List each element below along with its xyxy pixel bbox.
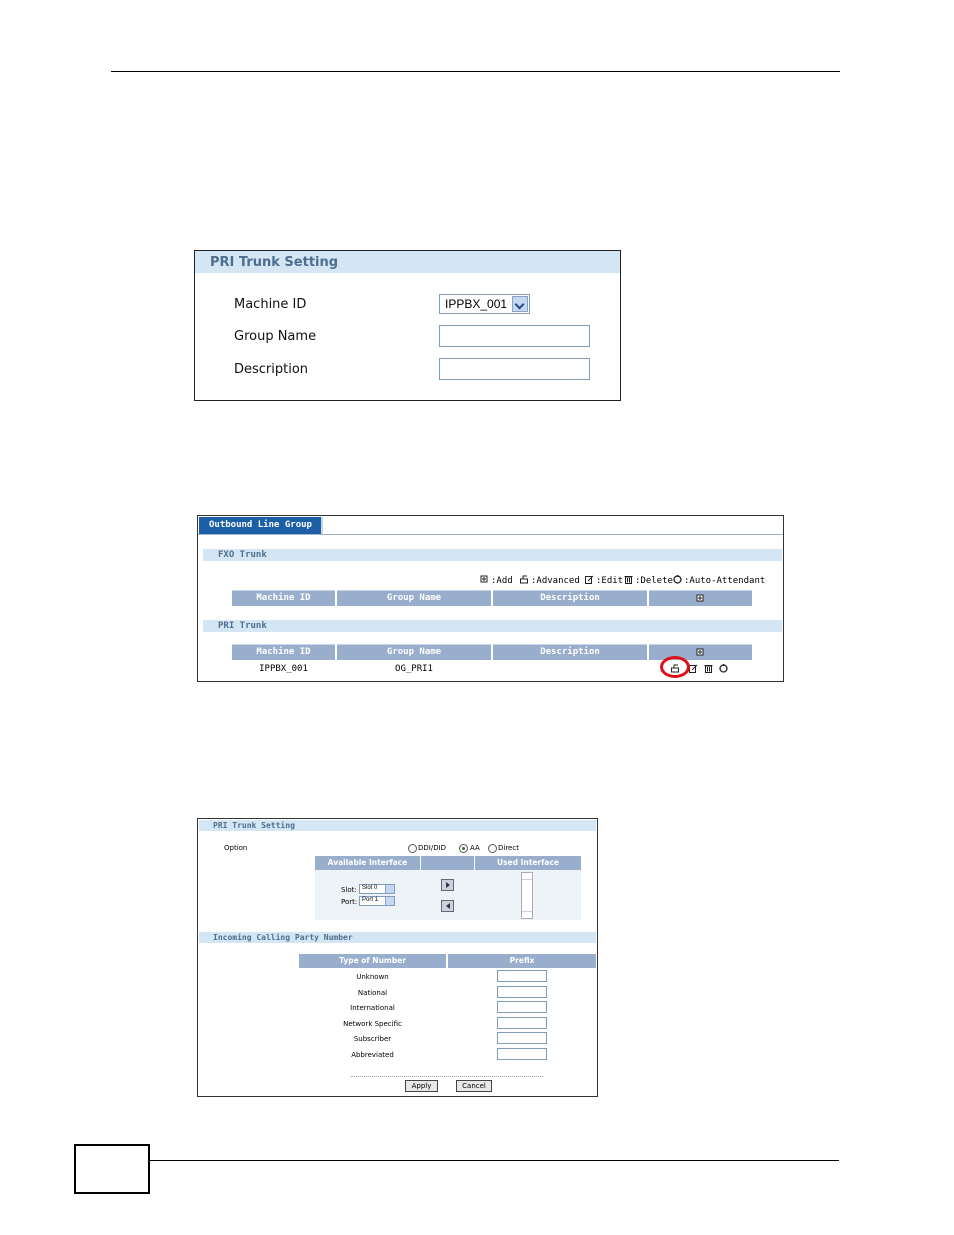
move-left-button[interactable] xyxy=(441,900,454,912)
cancel-button[interactable]: Cancel xyxy=(456,1080,492,1092)
machine-id-label: Machine ID xyxy=(234,297,307,312)
option-ddi-did-label: DDI/DID xyxy=(418,844,447,852)
prefix-international-input[interactable] xyxy=(497,1001,547,1013)
description-label: Description xyxy=(234,362,309,377)
section-title: PRI Trunk Setting xyxy=(213,821,295,830)
button-divider xyxy=(351,1076,543,1077)
advanced-icon xyxy=(520,575,529,584)
interface-body xyxy=(315,870,581,920)
pri-col-group-name: Group Name xyxy=(337,644,491,660)
radio-aa[interactable] xyxy=(459,844,468,853)
type-unknown: Unknown xyxy=(356,973,389,981)
slot-label: Slot: xyxy=(341,886,357,894)
chevron-down-icon[interactable] xyxy=(385,897,394,905)
row-group-name: OG_PRI1 xyxy=(395,664,433,674)
pri-trunk-setting-section xyxy=(199,820,596,831)
table-row xyxy=(232,662,786,676)
slot-select[interactable] xyxy=(359,884,395,894)
group-name-input[interactable] xyxy=(439,325,590,347)
move-right-button[interactable] xyxy=(441,879,454,891)
type-international: International xyxy=(350,1004,395,1012)
header-rule xyxy=(111,71,840,72)
pri-trunk-setting-detail-panel xyxy=(197,818,598,1097)
used-interface-header: Used Interface xyxy=(475,856,581,870)
chevron-down-icon[interactable] xyxy=(385,885,394,893)
type-national: National xyxy=(357,989,388,997)
used-interface-list[interactable] xyxy=(521,872,533,919)
legend-auto-attendant: :Auto-Attendant xyxy=(684,576,766,586)
pri-col-machine-id: Machine ID xyxy=(232,644,335,660)
legend-advanced: :Advanced xyxy=(531,576,580,586)
tab-outbound-line-group[interactable] xyxy=(199,517,323,534)
available-interface-header: Available Interface xyxy=(315,856,420,870)
fxo-col-description: Description xyxy=(493,590,647,606)
chevron-down-icon[interactable] xyxy=(512,296,528,312)
option-aa-label: AA xyxy=(470,844,480,852)
auto-attendant-icon[interactable] xyxy=(719,664,728,673)
row-machine-id: IPPBX_001 xyxy=(259,664,308,674)
add-icon[interactable] xyxy=(696,594,705,603)
scroll-up-arrow[interactable] xyxy=(522,873,532,880)
port-label: Port: xyxy=(341,898,358,906)
fxo-trunk-section xyxy=(203,549,782,561)
add-icon[interactable] xyxy=(696,648,705,657)
arrow-right-icon xyxy=(445,882,451,888)
tab-label: Outbound Line Group xyxy=(209,520,312,530)
type-subscriber: Subscriber xyxy=(353,1035,392,1043)
section-title: PRI Trunk xyxy=(218,621,267,631)
type-network-specific: Network Specific xyxy=(343,1020,402,1028)
slot-value: Slot 0 xyxy=(362,885,378,891)
type-of-number-header: Type of Number xyxy=(299,954,446,968)
legend-edit: :Edit xyxy=(596,576,624,586)
auto-attendant-icon xyxy=(673,575,682,584)
interface-move-header xyxy=(421,856,474,870)
highlight-circle xyxy=(660,656,690,678)
section-title: Incoming Calling Party Number xyxy=(213,933,353,942)
add-icon xyxy=(480,575,489,584)
fxo-col-actions xyxy=(649,590,752,606)
pri-trunk-section xyxy=(203,620,782,632)
delete-icon xyxy=(624,575,633,584)
prefix-unknown-input[interactable] xyxy=(497,970,547,982)
type-abbreviated: Abbreviated xyxy=(351,1051,394,1059)
machine-id-value: IPPBX_001 xyxy=(445,297,508,311)
radio-ddi-did[interactable] xyxy=(408,844,417,853)
fxo-col-machine-id: Machine ID xyxy=(232,590,335,606)
icon-legend xyxy=(480,575,780,587)
section-title: FXO Trunk xyxy=(218,550,267,560)
delete-icon[interactable] xyxy=(704,664,713,673)
legend-delete: :Delete xyxy=(635,576,673,586)
port-value: Port 1 xyxy=(362,897,379,903)
prefix-network-specific-input[interactable] xyxy=(497,1017,547,1029)
tab-divider xyxy=(198,534,783,535)
prefix-header: Prefix xyxy=(448,954,596,968)
legend-add: :Add xyxy=(491,576,513,586)
option-label: Option xyxy=(224,844,248,852)
group-name-label: Group Name xyxy=(234,329,317,344)
panel-title: PRI Trunk Setting xyxy=(210,255,339,270)
incoming-calling-party-section xyxy=(199,932,596,943)
page-number-box xyxy=(74,1144,150,1194)
outbound-line-group-panel xyxy=(197,515,784,682)
option-direct-label: Direct xyxy=(498,844,519,852)
prefix-subscriber-input[interactable] xyxy=(497,1032,547,1044)
panel-header xyxy=(195,251,620,273)
edit-icon xyxy=(585,575,594,584)
radio-direct[interactable] xyxy=(488,844,497,853)
edit-icon[interactable] xyxy=(689,664,698,673)
apply-button[interactable]: Apply xyxy=(405,1080,438,1092)
machine-id-select[interactable] xyxy=(439,294,530,314)
footer-rule xyxy=(150,1160,839,1161)
description-input[interactable] xyxy=(439,358,590,380)
arrow-left-icon xyxy=(445,903,451,909)
prefix-abbreviated-input[interactable] xyxy=(497,1048,547,1060)
port-select[interactable] xyxy=(359,896,395,906)
pri-trunk-setting-panel xyxy=(194,250,621,401)
fxo-col-group-name: Group Name xyxy=(337,590,491,606)
pri-col-description: Description xyxy=(493,644,647,660)
scroll-down-arrow[interactable] xyxy=(522,911,532,918)
prefix-national-input[interactable] xyxy=(497,986,547,998)
